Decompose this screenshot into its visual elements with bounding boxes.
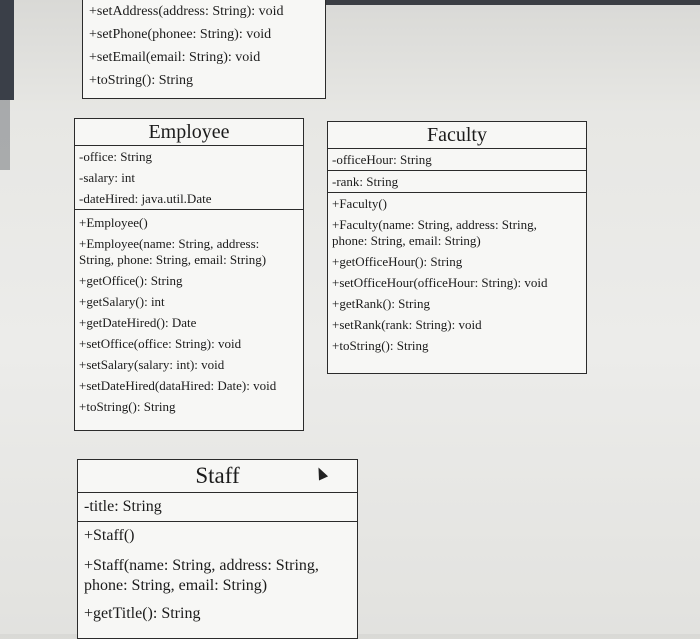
- faculty-methods: [328, 193, 586, 356]
- method: +Staff(): [84, 527, 135, 544]
- method: +getSalary(): int: [79, 294, 165, 309]
- attribute: -dateHired: java.util.Date: [79, 191, 212, 206]
- method: +setAddress(address: String): void: [89, 4, 284, 19]
- employee-methods: [75, 210, 303, 417]
- staff-attributes: [78, 493, 357, 522]
- uml-class-faculty: [327, 121, 587, 374]
- attribute: -rank: String: [332, 174, 399, 189]
- class-name: Employee: [75, 119, 303, 146]
- method: +toString(): String: [89, 73, 193, 88]
- method: +setEmail(email: String): void: [89, 50, 261, 65]
- method: +getTitle(): String: [84, 605, 201, 622]
- method: +toString(): String: [79, 399, 176, 414]
- attribute: -salary: int: [79, 170, 135, 185]
- background-edge: [0, 0, 14, 100]
- method: +getOfficeHour(): String: [332, 254, 463, 269]
- attribute: -officeHour: String: [328, 149, 586, 171]
- method: +Faculty(): [332, 196, 387, 211]
- method: +setPhone(phonee: String): void: [89, 27, 272, 42]
- background-edge-shadow: [0, 100, 10, 170]
- attribute: -office: String: [79, 149, 153, 164]
- uml-class-staff: [77, 459, 358, 639]
- method: +Staff(name: String, address: String, phone: String, email: String): [84, 557, 319, 594]
- uml-class-employee: [74, 118, 304, 431]
- method: +setOffice(office: String): void: [79, 336, 242, 351]
- method: +setSalary(salary: int): void: [79, 357, 225, 372]
- employee-attributes: [75, 146, 303, 210]
- method: +setOfficeHour(officeHour: String): void: [332, 275, 548, 290]
- method: +getOffice(): String: [79, 273, 183, 288]
- method: +Employee(): [79, 215, 148, 230]
- method: +setDateHired(dataHired: Date): void: [79, 378, 277, 393]
- method: +Employee(name: String, address: String, phone: String, email: String): [79, 236, 267, 267]
- method: +setRank(rank: String): void: [332, 317, 482, 332]
- method: +getDateHired(): Date: [79, 315, 197, 330]
- attribute: -title: String: [84, 498, 162, 515]
- method: +toString(): String: [332, 338, 429, 353]
- class-name: Staff: [78, 460, 357, 493]
- staff-methods: [78, 522, 357, 628]
- uml-class-contact: [82, 0, 326, 99]
- faculty-attributes: [328, 149, 586, 193]
- method: +getRank(): String: [332, 296, 430, 311]
- method: +Faculty(name: String, address: String, phone: String, email: String): [332, 217, 537, 248]
- contact-methods: [83, 0, 325, 92]
- background-top-edge: [320, 0, 700, 5]
- class-name: Faculty: [328, 122, 586, 149]
